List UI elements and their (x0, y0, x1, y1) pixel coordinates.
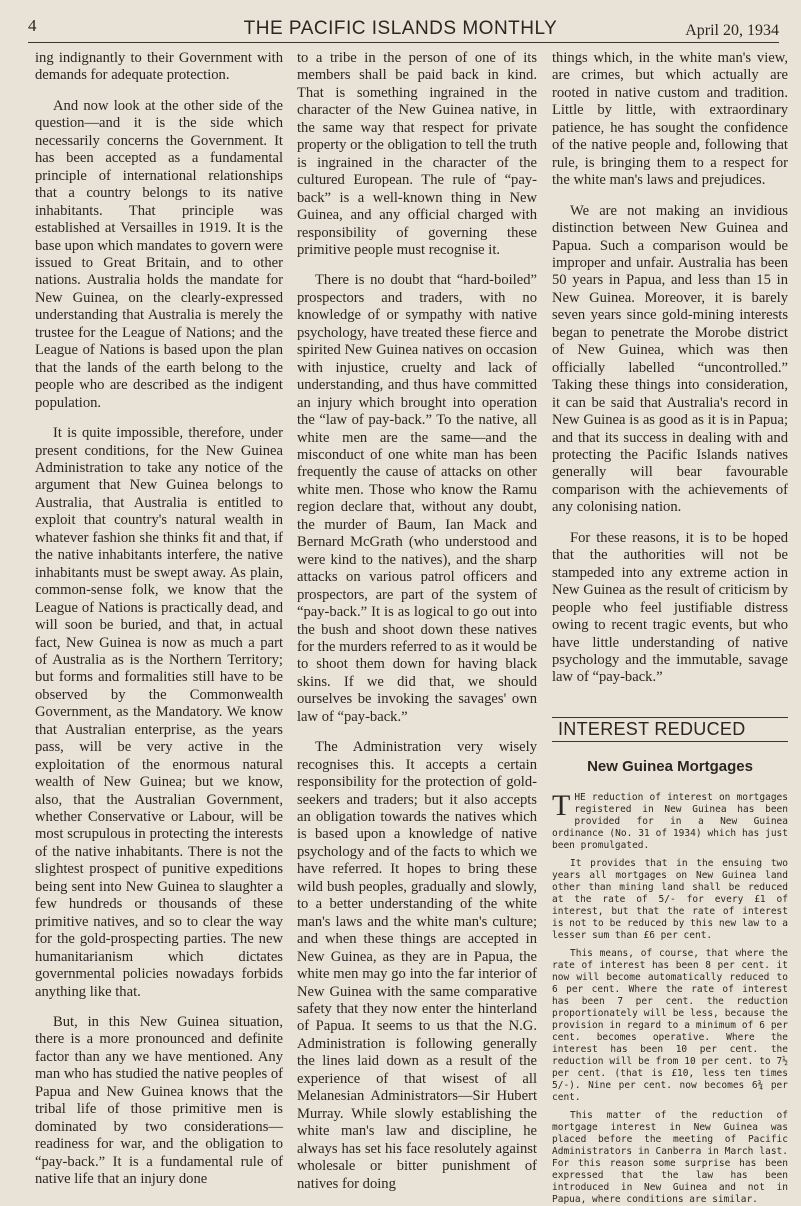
paragraph: The Administration very wisely recognises this. It accepts a certain responsibility for the protection of gold-seekers and traders; but it also accepts an obligation towards the natives which is based upon a knowledge of native psychology and of the facts to which we have referred. It hopes to bring these wild bush peoples, gradually and slowly, to a better understanding of the white man's laws and the white man's culture; and when these things are accepted in New Guinea, as they are in Papua, the white men may go into the far interior of New Guinea with the same comparative safety that they now enter the hinterland of Papua. It seems to us that the N.G. Administration is following generally the lines laid down as a result of the experience of that wisest of all Melanesian Administrators—Sir Hubert Murray. While slowly establishing the white man's law and discipline, he always has set his face resolutely against wholesale or bitter punishment of natives for doing (297, 739, 537, 1192)
paragraph: For these reasons, it is to be hoped that the authorities will not be stampeded into any extreme action in New Guinea as the result of criticism by people who feel justifiable distress owing to recent tragic events, but who have little understanding of native psychology and the immutable, savage law of “pay-back.” (552, 529, 788, 686)
article-subtitle: New Guinea Mortgages (587, 758, 753, 776)
column-1 (35, 50, 284, 1188)
section-heading: INTEREST REDUCED (552, 717, 788, 742)
column-2 (297, 50, 537, 1192)
paragraph: things which, in the white man's view, are crimes, but which actually are rooted in native custom and tradition. Little by little, with extraordinary patience, he has sought the confidence of the native people and, following that rule, is bringing them to a respect for the white man's laws and prejudices. (552, 50, 788, 189)
paragraph: It provides that in the ensuing two years all mortgages on New Guinea land other than mining land shall be reduced at the rate of 5/- for every £1 of interest, but that the rate of interest is not to be reduced by this new law to a lesser sum than £6 per cent. (552, 857, 788, 941)
page-header (0, 0, 801, 50)
drop-cap: T (552, 788, 571, 822)
header-rule (28, 42, 779, 43)
paragraph: It is quite impossible, therefore, under present conditions, for the New Guinea Administration to take any notice of the argument that New Guinea belongs to Australia, that Australia is entitled to exploit that country's natural wealth in whatever fashion she thinks fit and that, if the native inhabitants interfere, the native inhabitants must be swept away. As plain, common-sense folk, we know that the League of Nations is practically dead, and will soon be buried, and that, in actual fact, New Guinea is now as much a part of Australia as is the Northern Territory; but forms and formalities still have to be observed by the Commonwealth Government, as the Mandatory. We know that Australian enterprise, as the years pass, will be very active in the exploitation of the enormous natural wealth of New Guinea; but we know, also, that the Australian Government, whether Conservative or Labour, will be most scrupulous in protecting the interests of the native inhabitants. There is not the slightest prospect of punitive expeditions being sent into New Guinea to slaughter a few hundreds or thousands of these primitive natives, and so to clear the way for the gold-prospecting parties. The new humanitarianism which dictates governmental policies nowadays forbids anything like that. (35, 425, 283, 1000)
paragraph: This matter of the reduction of mortgage interest in New Guinea was placed before the meeting of Pacific Administrators in Canberra in March last. For this reason some surprise has been expressed that the law has been introduced in New Guinea and not in Papua, where conditions are similar. (552, 1109, 788, 1205)
paragraph: We are not making an invidious distinction between New Guinea and Papua. Such a comparison would be improper and unfair. Australia has been 50 years in Papua, and less than 15 in New Guinea. Moreover, it is barely seven years since gold-mining interests began to penetrate the Morobe district of New Guinea, which was then officially labelled “uncontrolled.” Taking these things into consideration, it can be said that Australia's record in New Guinea is as good as it is in Papua; and that its success in dealing with and protecting the Pacific Islands natives generally will bear favourable comparison with the achievements of any colonising nation. (552, 202, 788, 516)
paragraph (552, 788, 788, 852)
issue-date: April 20, 1934 (685, 22, 779, 39)
paragraph: ing indignantly to their Government with demands for adequate protection. (35, 50, 283, 84)
paragraph: And now look at the other side of the question—and it is the side which necessarily concerns the Government. It has been accepted as a fundamental principle of international relationships that a country belongs to its native inhabitants. That principle was established at Versailles in 1919. It is the base upon which mandates to govern were issued to Great Britain, and to other nations. Australia holds the mandate for New Guinea, on the clearly-expressed understanding that Australia is merely the trustee for the League of Nations; and the League of Nations is based upon the plan that the lands of the earth belong to the people who are described as the indigent population. (35, 97, 284, 411)
paragraph: This means, of course, that where the rate of interest has been 8 per cent. it now will become automatically reduced to 6 per cent. Where the rate of interest has been 7 per cent. the reduction proportionately will be less, because the provision in regard to a minimum of 6 per cent. becomes operative. Where the interest has been 10 per cent. the reduction will be from 10 per cent. to 7½ per cent. (that is £10, less ten times 5/-). Nine per cent. now becomes 6¾ per cent. (552, 947, 788, 1103)
column-3 (552, 50, 788, 1205)
paragraph: There is no doubt that “hard-boiled” prospectors and traders, with no knowledge of or sympathy with native psychology, have treated these fierce and spirited New Guinea natives on occasion with injustice, cruelty and lack of understanding, and thus have committed an injury which brought into operation the “law of pay-back.” To the native, all white men are the same—and the misconduct of one white man has been frequently the cause of attacks on other white men. Those who know the Ramu region declare that, without any doubt, the murder of Baum, Ian Mack and Bernard McGrath (who understood and were kind to the natives), and the sharp attacks on various patrol officers and prospectors, are part of the system of “pay-back.” It is as logical to go out into the bush and shoot down these natives for the murders referred to as it would be to shoot them down for having black skins. If we did that, we should ourselves be invoking the savages' own law of “pay-back.” (297, 272, 537, 725)
publication-title: THE PACIFIC ISLANDS MONTHLY (243, 18, 558, 39)
paragraph: to a tribe in the person of one of its members shall be paid back in kind. That is something ingrained in the character of the New Guinea native, in the same way that respect for private property or the obligation to tell the truth is ingrained in the character of the cultured European. The rule of “pay-back” is a well-known thing in New Guinea, and any official charged with responsibility of governing these primitive people must recognise it. (297, 50, 537, 258)
paragraph-text: HE reduction of interest on mortgages registered in New Guinea has been provided for in a New Guinea ordinance (No. 31 of 1934) which has just been promulgated. (552, 791, 788, 851)
page-number: 4 (28, 16, 37, 35)
paragraph: But, in this New Guinea situation, there is a more pronounced and definite factor than any we have mentioned. Any man who has studied the native peoples of Papua and New Guinea knows that the tribal life of those primitive men is dominated by two considerations—readiness for war, and the obligation to “pay-back.” It is a fundamental rule of native life that an injury done (35, 1014, 283, 1188)
